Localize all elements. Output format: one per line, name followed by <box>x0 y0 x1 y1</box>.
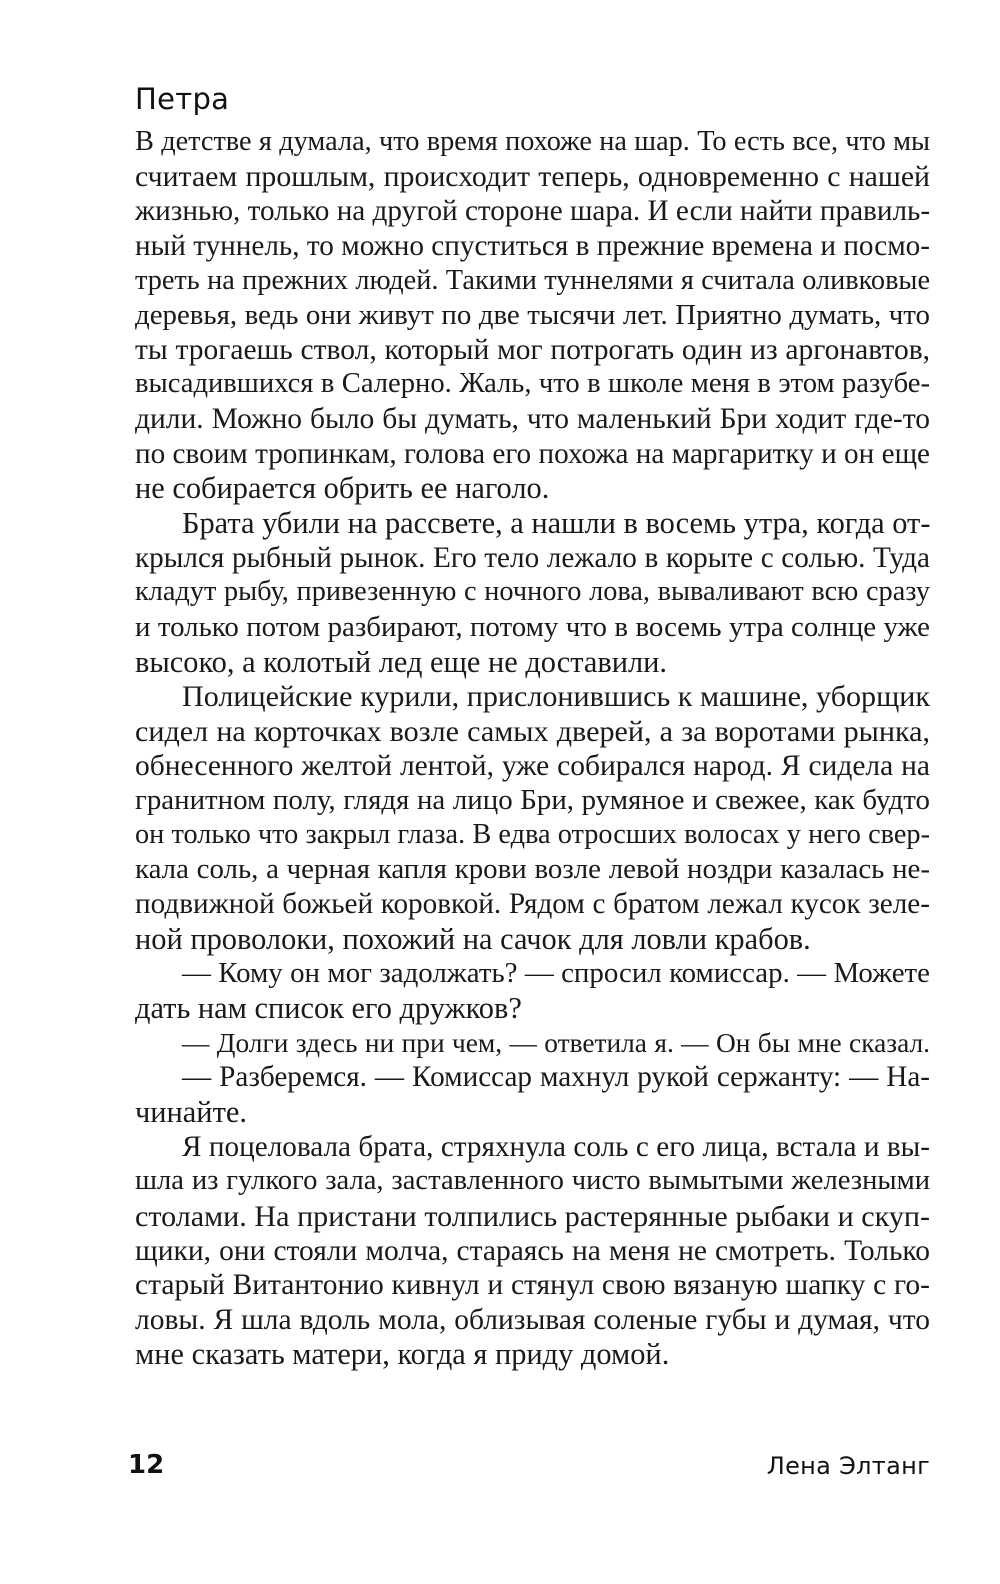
text-line: считаем прошлым, происходит теперь, одновременно с нашей <box>135 159 930 193</box>
text-line: обнесенного желтой лентой, уже собирался народ. Я сидела на <box>135 749 930 782</box>
text-line: подвижной божьей коровкой. Рядом с братом лежал кусок зеле- <box>135 888 930 921</box>
text-line: — Разберемся. — Комиссар махнул рукой сержанту: — На- <box>182 1061 930 1094</box>
text-line: старый Витантонио кивнул и стянул свою вязаную шапку с го- <box>135 1269 930 1302</box>
text-line: — Кому он мог задолжать? — спросил комиссар. — Можете <box>182 957 930 990</box>
text-line: он только что закрыл глаза. В едва отросших волосах у него свер- <box>135 818 930 850</box>
text-line: щики, они стояли молча, стараясь на меня не смотреть. Только <box>135 1234 930 1267</box>
text-line: не собирается обрить ее наголо. <box>135 471 550 506</box>
text-line: мне сказать матери, когда я приду домой. <box>135 1337 670 1372</box>
text-line: кала соль, а черная капля крови возле левой ноздри казалась не- <box>135 853 930 886</box>
text-line: Полицейские курили, прислонившись к машине, уборщик <box>182 679 930 714</box>
text-line: высоко, а колотый лед еще не доставили. <box>135 644 668 679</box>
text-line: треть на прежних людей. Такими туннелями я считала оливковые <box>135 264 930 296</box>
text-line: дили. Можно было бы думать, что маленький Бри ходит где-то <box>135 403 930 436</box>
text-line: Я поцеловала брата, стряхнула соль с его лица, встала и вы- <box>182 1130 930 1163</box>
author-name: Лена Элтанг <box>766 1452 930 1480</box>
text-line: ной проволоки, похожий на сачок для ловли крабов. <box>135 921 811 956</box>
body-text <box>135 125 930 1372</box>
text-line: В детстве я думала, что время похоже на шар. То есть все, что мы <box>135 126 930 157</box>
text-line: чинайте. <box>135 1094 247 1129</box>
text-line: столами. На пристани толпились растерянные рыбаки и скуп- <box>135 1198 930 1233</box>
text-line: ный туннель, то можно спуститься в прежние времена и посмо- <box>135 229 930 262</box>
text-line: — Долги здесь ни при чем, — ответила я. — Он бы мне сказал. <box>182 1027 930 1058</box>
text-line: шла из гулкого зала, заставленного чисто вымытыми железными <box>135 1165 930 1197</box>
page-number: 12 <box>128 1450 165 1480</box>
page-footer <box>128 1450 930 1490</box>
text-line: по своим тропинкам, голова его похожа на маргаритку и он еще <box>135 437 930 470</box>
text-line: сидел на корточках возле самых дверей, а за воротами рынка, <box>135 713 930 748</box>
text-line: ты трогаешь ствол, который мог потрогать один из аргонавтов, <box>135 333 930 366</box>
text-line: и только потом разбирают, потому что в восемь утра солнце уже <box>135 610 930 643</box>
chapter-title: Петра <box>135 82 230 116</box>
text-line: ловы. Я шла вдоль мола, облизывая соленые губы и думая, что <box>135 1303 930 1336</box>
text-line: Брата убили на рассвете, а нашли в восемь утра, когда от- <box>182 506 930 541</box>
text-line: деревья, ведь они живут по две тысячи лет. Приятно думать, что <box>135 299 930 332</box>
text-line: жизнью, только на другой стороне шара. И если найти правиль- <box>135 195 930 228</box>
text-line: крылся рыбный рынок. Его тело лежало в корыте с солью. Туда <box>135 541 930 574</box>
text-line: кладут рыбу, привезенную с ночного лова, вываливают всю сразу <box>135 576 930 608</box>
text-line: дать нам список его дружков? <box>135 991 522 1026</box>
text-line: высадившихся в Салерно. Жаль, что в школе меня в этом разубе- <box>135 368 930 400</box>
text-line: гранитном полу, глядя на лицо Бри, румяное и свежее, как будто <box>135 784 930 817</box>
